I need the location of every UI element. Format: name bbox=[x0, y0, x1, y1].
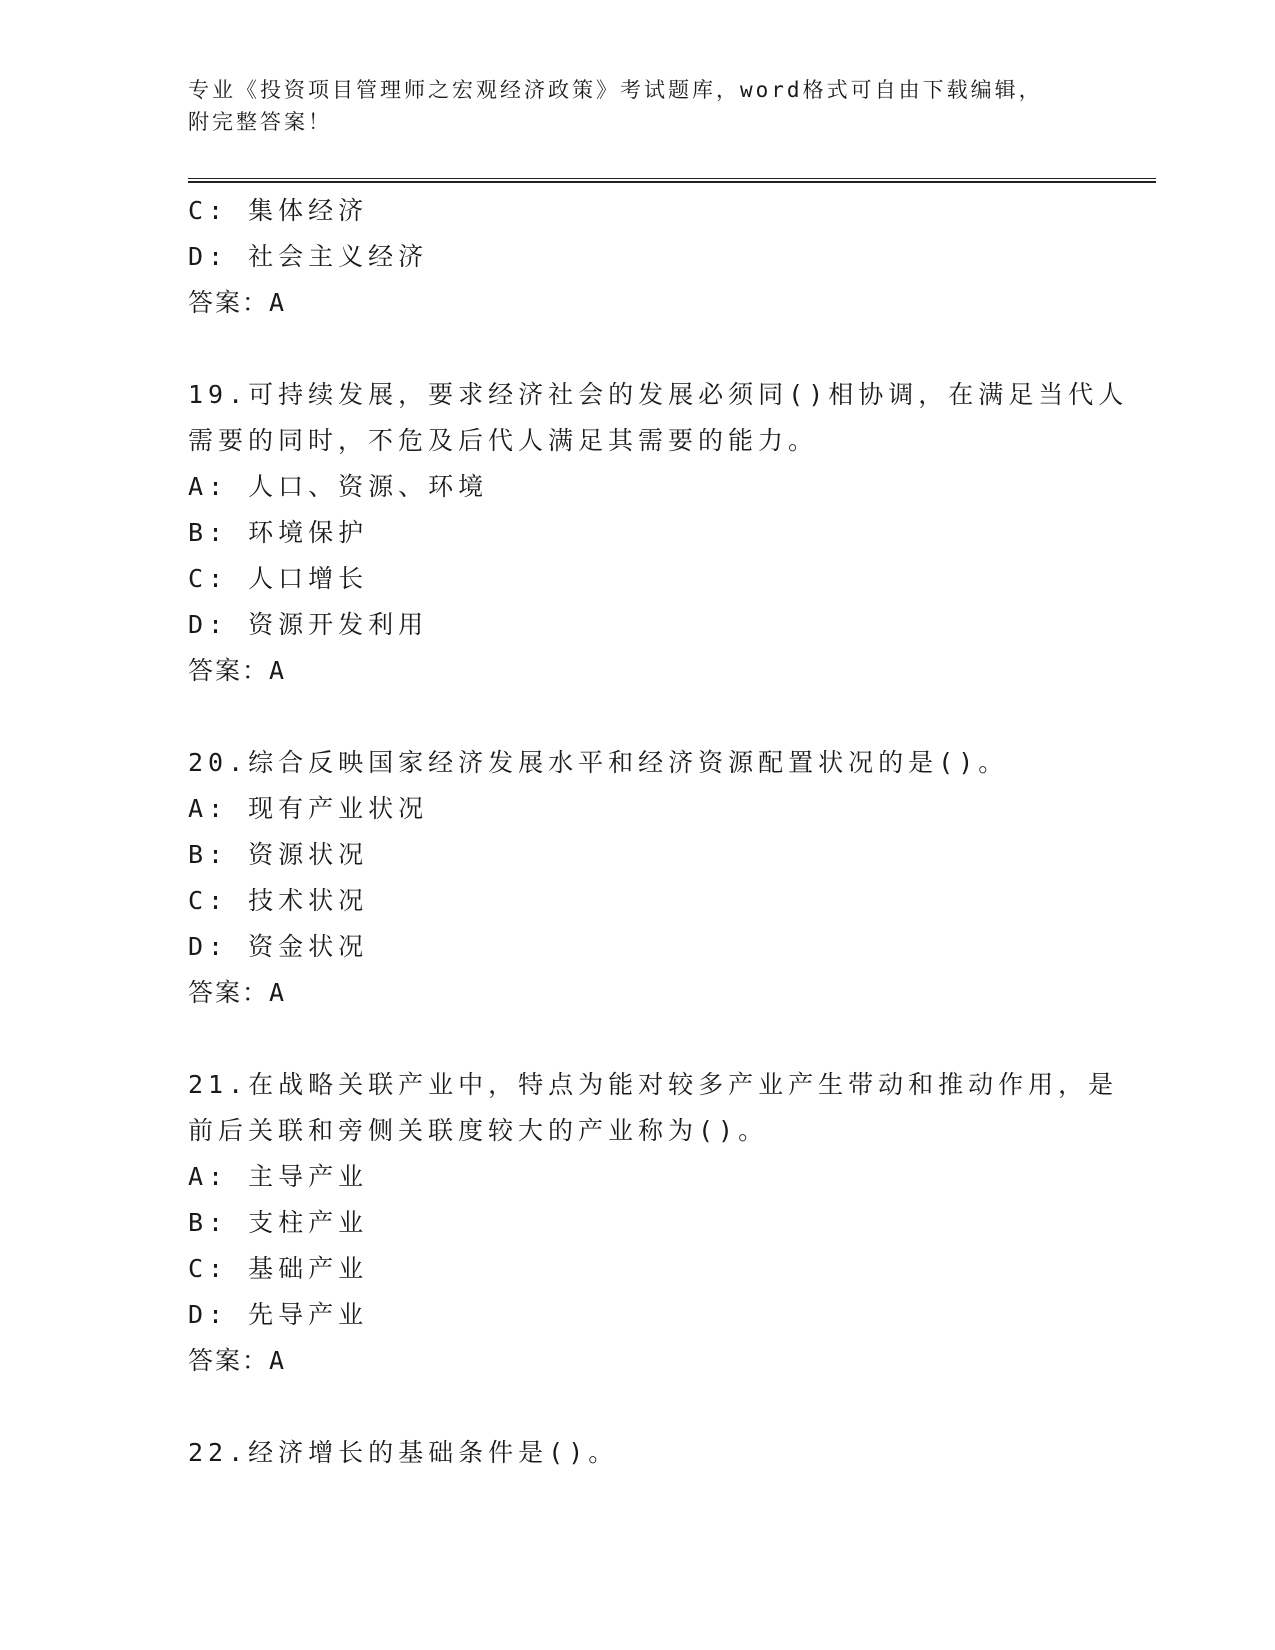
header-title-line2: 附完整答案！ bbox=[188, 110, 332, 134]
option-c: C: 集体经济 bbox=[188, 196, 369, 225]
question-stem-line: 需要的同时，不危及后代人满足其需要的能力。 bbox=[188, 426, 819, 455]
question-stem-line: 22.经济增长的基础条件是()。 bbox=[188, 1438, 619, 1467]
answer-row bbox=[188, 970, 1088, 1016]
answer-value: A bbox=[269, 1346, 285, 1375]
spacer bbox=[188, 1016, 1088, 1062]
option-d: D: 先导产业 bbox=[188, 1300, 369, 1329]
answer-label: 答案： bbox=[188, 656, 270, 685]
spacer bbox=[188, 694, 1088, 740]
answer-value: A bbox=[269, 656, 285, 685]
option-c: C: 技术状况 bbox=[188, 886, 369, 915]
spacer bbox=[188, 326, 1088, 372]
option-b: B: 支柱产业 bbox=[188, 1208, 369, 1237]
question-stem-line: 前后关联和旁侧关联度较大的产业称为()。 bbox=[188, 1116, 769, 1145]
option-a: A: 人口、资源、环境 bbox=[188, 472, 489, 501]
question-stem-line: 20.综合反映国家经济发展水平和经济资源配置状况的是()。 bbox=[188, 748, 1009, 777]
header-divider bbox=[188, 178, 1156, 183]
option-c: C: 人口增长 bbox=[188, 564, 369, 593]
answer-label: 答案： bbox=[188, 288, 270, 317]
question-list bbox=[188, 188, 1129, 1476]
question-stem-line: 21.在战略关联产业中，特点为能对较多产业产生带动和推动作用，是 bbox=[188, 1070, 1119, 1099]
answer-row bbox=[188, 280, 1088, 326]
question-22 bbox=[188, 1430, 1088, 1476]
option-d: D: 资源开发利用 bbox=[188, 610, 429, 639]
question-stem-line: 19.可持续发展，要求经济社会的发展必须同()相协调，在满足当代人 bbox=[188, 380, 1129, 409]
option-a: A: 主导产业 bbox=[188, 1162, 369, 1191]
option-b: B: 环境保护 bbox=[188, 518, 369, 547]
answer-value: A bbox=[269, 288, 285, 317]
option-b: B: 资源状况 bbox=[188, 840, 369, 869]
question-20 bbox=[188, 740, 1088, 1016]
document-header bbox=[188, 74, 1068, 138]
answer-value: A bbox=[269, 978, 285, 1007]
header-title-line1: 专业《投资项目管理师之宏观经济政策》考试题库，word格式可自由下载编辑， bbox=[188, 78, 1043, 102]
spacer bbox=[188, 1384, 1088, 1430]
answer-row bbox=[188, 1338, 1088, 1384]
question-21 bbox=[188, 1062, 1119, 1384]
carryover-block bbox=[188, 188, 1088, 326]
answer-label: 答案： bbox=[188, 1346, 270, 1375]
option-c: C: 基础产业 bbox=[188, 1254, 369, 1283]
option-d: D: 资金状况 bbox=[188, 932, 369, 961]
question-19 bbox=[188, 372, 1129, 694]
answer-row bbox=[188, 648, 1088, 694]
option-d: D: 社会主义经济 bbox=[188, 242, 429, 271]
option-a: A: 现有产业状况 bbox=[188, 794, 429, 823]
answer-label: 答案： bbox=[188, 978, 270, 1007]
